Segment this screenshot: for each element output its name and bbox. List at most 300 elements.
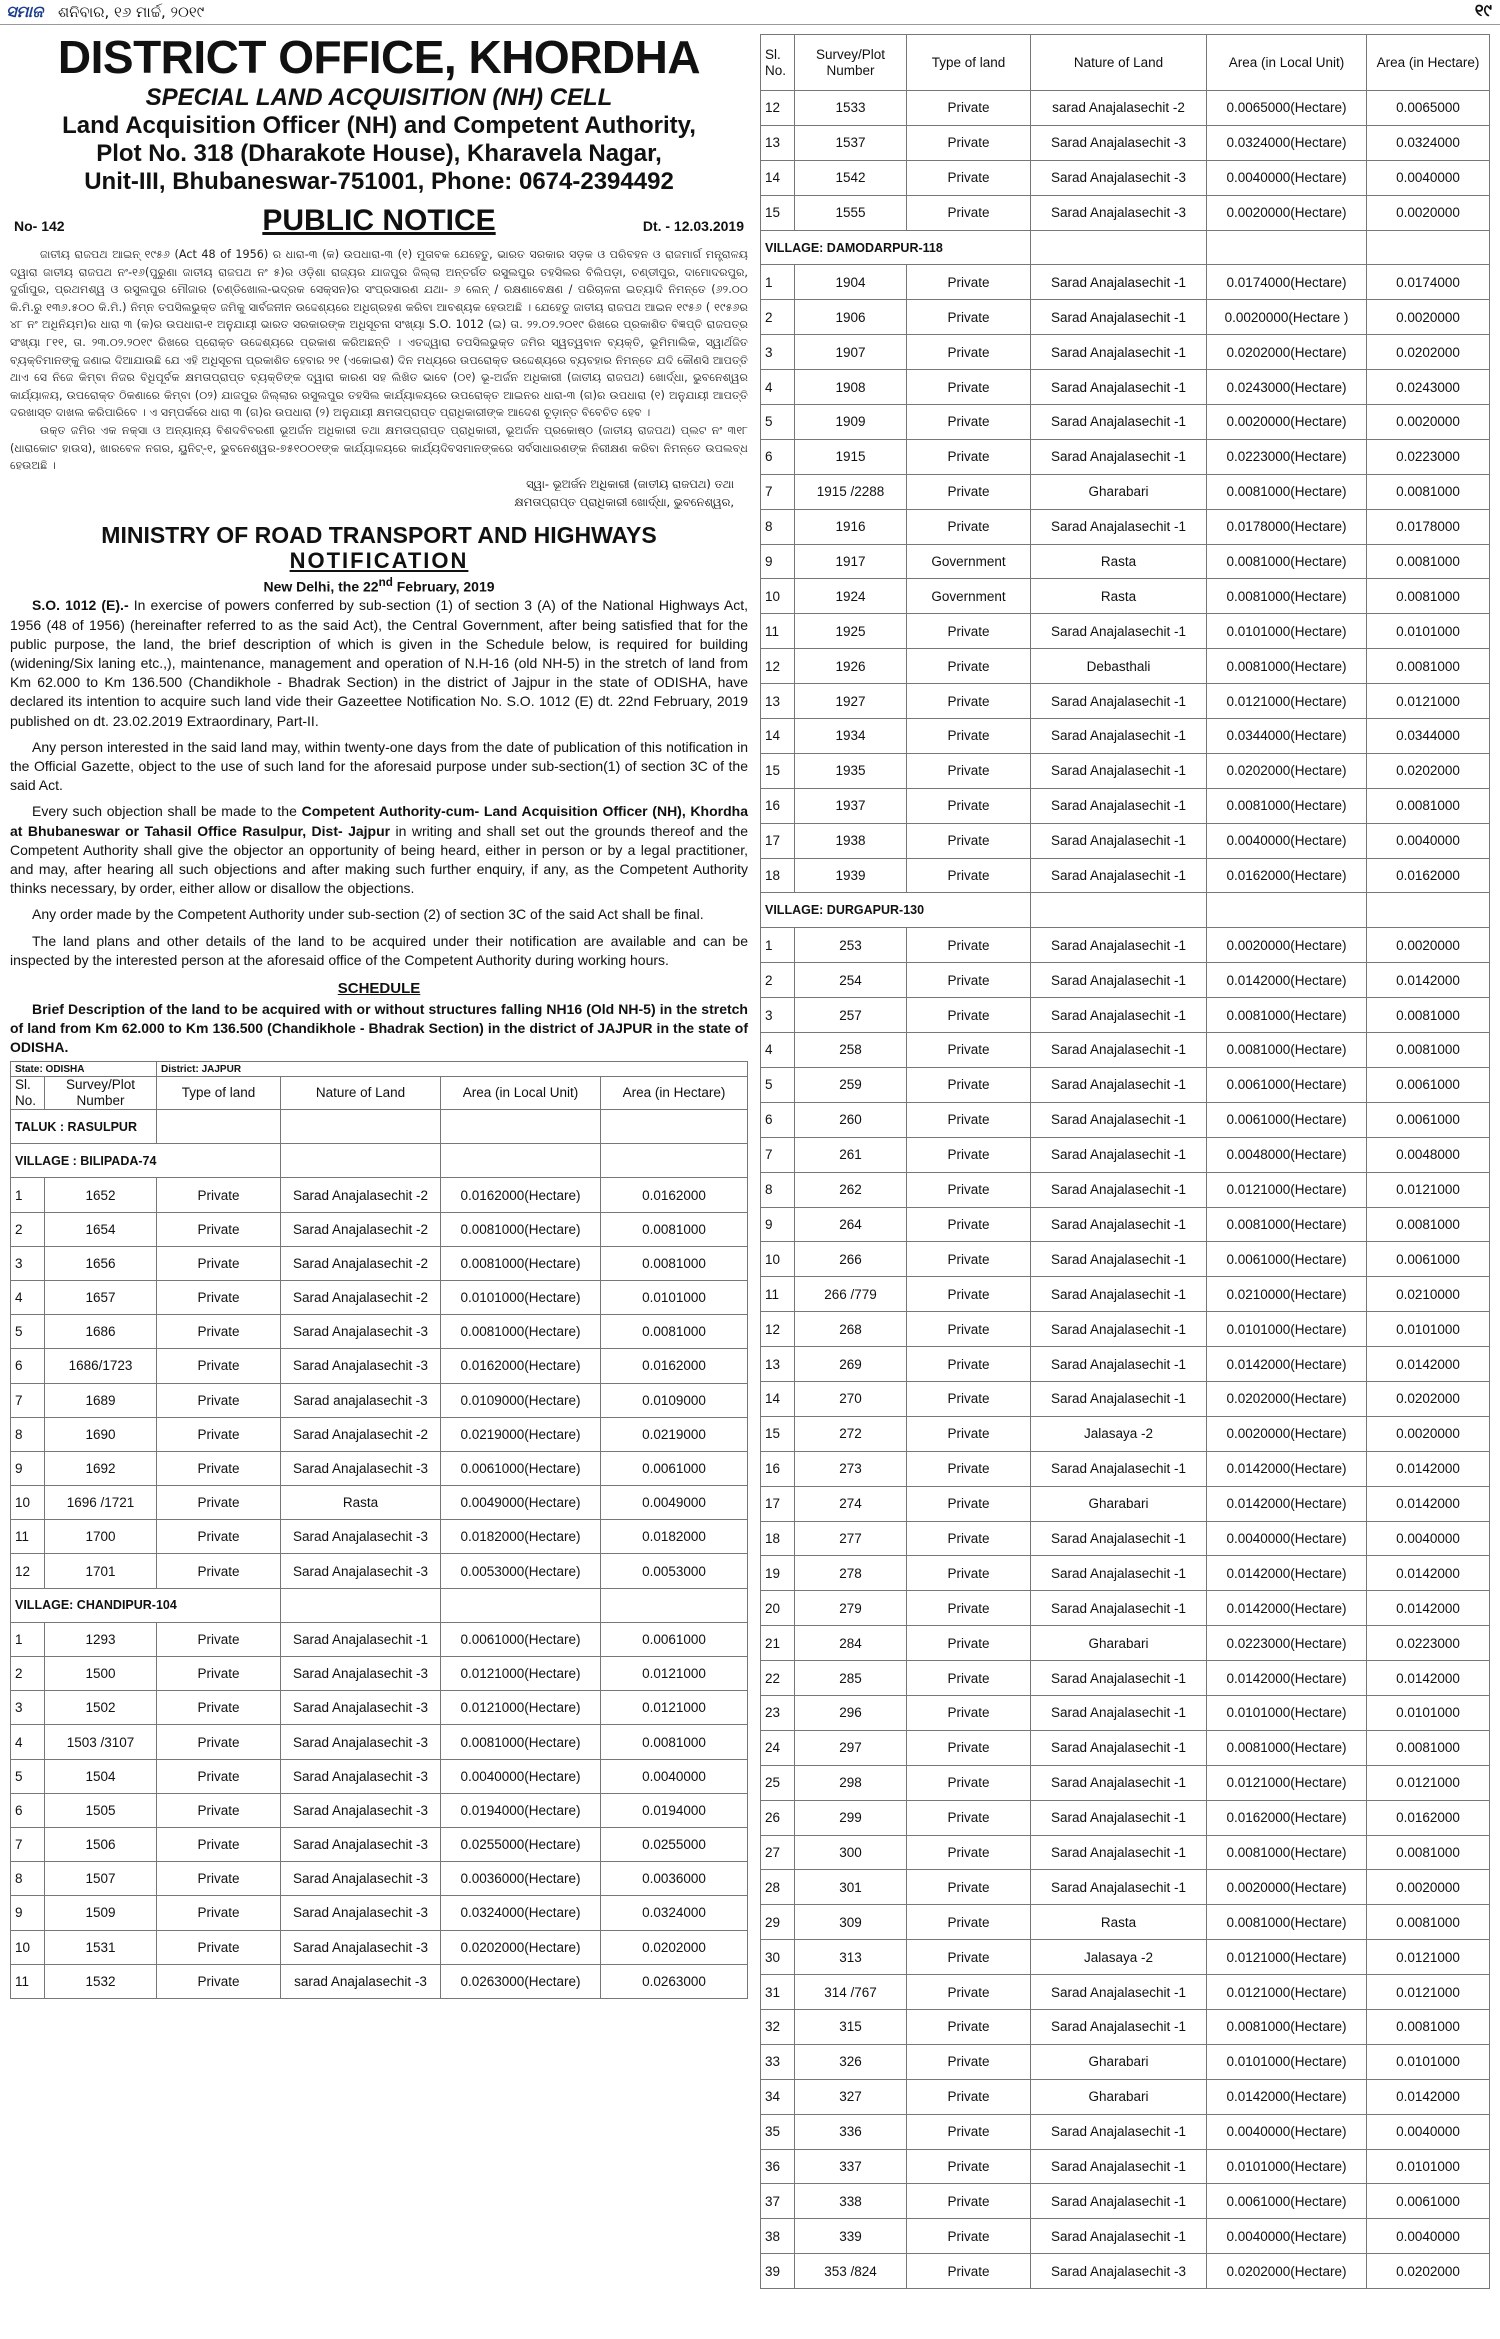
sl-cell: 1 (11, 1622, 45, 1656)
type-cell: Private (907, 265, 1031, 300)
address-line-1: Land Acquisition Officer (NH) and Competent Authority, (62, 112, 696, 139)
sl-cell: 30 (761, 1940, 795, 1975)
sl-cell: 12 (761, 649, 795, 684)
plot-cell: 1502 (45, 1691, 157, 1725)
nature-cell: Sarad Anajalasechit -1 (1031, 2009, 1207, 2044)
sl-cell: 29 (761, 1905, 795, 1940)
right-column (760, 34, 1490, 2289)
table-row (761, 2219, 1490, 2254)
table-row (761, 719, 1490, 754)
plot-cell: 337 (795, 2149, 907, 2184)
nature-cell: Sarad Anajalasechit -2 (281, 1178, 441, 1212)
area-local-cell: 0.0020000(Hectare) (1207, 195, 1367, 230)
plot-cell: 253 (795, 928, 907, 963)
empty-cell (281, 1144, 441, 1178)
table-row (761, 1451, 1490, 1486)
table-row (761, 963, 1490, 998)
table-row (761, 2254, 1490, 2289)
sl-cell: 9 (11, 1896, 45, 1930)
table-row (761, 1486, 1490, 1521)
sl-cell: 2 (11, 1212, 45, 1246)
plot-cell: 326 (795, 2044, 907, 2079)
plot-cell: 273 (795, 1451, 907, 1486)
village-name: VILLAGE: DAMODARPUR-118 (761, 230, 1031, 265)
plot-cell: 1935 (795, 753, 907, 788)
type-cell: Private (907, 2044, 1031, 2079)
nature-cell: Sarad Anajalasechit -1 (1031, 1312, 1207, 1347)
nature-cell: sarad Anajalasechit -2 (1031, 91, 1207, 126)
type-cell: Private (907, 1975, 1031, 2010)
page-header-strip (0, 0, 1500, 25)
area-ha-cell: 0.0142000 (1367, 1451, 1490, 1486)
nature-cell: Sarad Anajalasechit -1 (1031, 1556, 1207, 1591)
col-area-local: Area (in Local Unit) (441, 1077, 601, 1110)
col-area-ha: Area (in Hectare) (1367, 35, 1490, 91)
area-ha-cell: 0.0061000 (1367, 2184, 1490, 2219)
plot-cell: 1701 (45, 1554, 157, 1588)
nature-cell: Sarad Anajalasechit -3 (1031, 195, 1207, 230)
empty-cell (1367, 893, 1490, 928)
area-local-cell: 0.0109000(Hectare) (441, 1383, 601, 1417)
so-number: S.O. 1012 (E).- (32, 597, 129, 614)
nature-cell: Sarad Anajalasechit -1 (1031, 1975, 1207, 2010)
area-local-cell: 0.0324000(Hectare) (441, 1896, 601, 1930)
table-header-row (761, 35, 1490, 91)
type-cell: Private (907, 1312, 1031, 1347)
plot-cell: 258 (795, 1033, 907, 1068)
type-cell: Private (907, 2114, 1031, 2149)
nature-cell: Sarad Anajalasechit -1 (1031, 2219, 1207, 2254)
sl-cell: 38 (761, 2219, 795, 2254)
area-ha-cell: 0.0081000 (1367, 1905, 1490, 1940)
nature-cell: Sarad Anajalasechit -2 (281, 1417, 441, 1451)
area-local-cell: 0.0162000(Hectare) (1207, 858, 1367, 893)
sl-cell: 17 (761, 1486, 795, 1521)
plot-cell: 1907 (795, 335, 907, 370)
nature-cell: Sarad Anajalasechit -3 (281, 1793, 441, 1827)
table-row (761, 1067, 1490, 1102)
area-local-cell: 0.0036000(Hectare) (441, 1862, 601, 1896)
area-local-cell: 0.0121000(Hectare) (1207, 1975, 1367, 2010)
nature-cell: Sarad Anajalasechit -1 (1031, 858, 1207, 893)
table-row (11, 1280, 748, 1314)
sl-cell: 26 (761, 1800, 795, 1835)
plot-cell: 1686 (45, 1315, 157, 1349)
area-local-cell: 0.0081000(Hectare) (1207, 1033, 1367, 1068)
plot-cell: 300 (795, 1835, 907, 1870)
table-row (11, 1451, 748, 1485)
type-cell: Private (907, 1172, 1031, 1207)
type-cell: Private (907, 2219, 1031, 2254)
paragraph-1 (10, 596, 748, 730)
sl-cell: 27 (761, 1835, 795, 1870)
table-row (761, 1940, 1490, 1975)
plot-cell: 1926 (795, 649, 907, 684)
sl-cell: 19 (761, 1556, 795, 1591)
nature-cell: Gharabari (1031, 1486, 1207, 1521)
sl-cell: 14 (761, 160, 795, 195)
area-ha-cell: 0.0020000 (1367, 195, 1490, 230)
area-ha-cell: 0.0142000 (1367, 963, 1490, 998)
type-cell: Private (907, 1835, 1031, 1870)
col-type: Type of land (907, 35, 1031, 91)
paragraph-2: Any person interested in the said land may, within twenty-one days from the date of publication of this notification in the Official Gazette, object to the use of such land for the aforesaid purpose under sub-section(1) of section 3C of the said Act. (10, 738, 748, 794)
sl-cell: 31 (761, 1975, 795, 2010)
area-local-cell: 0.0081000(Hectare) (1207, 1835, 1367, 1870)
table-row (761, 1556, 1490, 1591)
nature-cell: Sarad Anajalasechit -3 (1031, 160, 1207, 195)
table-row (761, 684, 1490, 719)
type-cell: Private (907, 858, 1031, 893)
area-local-cell: 0.0040000(Hectare) (1207, 2114, 1367, 2149)
sl-cell: 5 (11, 1315, 45, 1349)
sl-cell: 7 (761, 1137, 795, 1172)
area-ha-cell: 0.0081000 (1367, 2009, 1490, 2044)
nature-cell: Sarad Anajalasechit -3 (281, 1725, 441, 1759)
sl-cell: 10 (761, 579, 795, 614)
area-local-cell: 0.0049000(Hectare) (441, 1486, 601, 1520)
table-row (11, 1212, 748, 1246)
empty-cell (601, 1110, 748, 1144)
type-cell: Private (907, 998, 1031, 1033)
type-cell: Private (907, 370, 1031, 405)
nature-cell: Sarad Anajalasechit -1 (1031, 1067, 1207, 1102)
left-column (10, 30, 748, 1999)
table-row (761, 2044, 1490, 2079)
address-line-2: Plot No. 318 (Dharakote House), Kharavela Nagar, (96, 140, 662, 167)
area-ha-cell: 0.0255000 (601, 1827, 748, 1861)
type-cell: Private (907, 1695, 1031, 1730)
nature-cell: Sarad Anajalasechit -1 (281, 1622, 441, 1656)
nature-cell: Sarad Anajalasechit -3 (1031, 125, 1207, 160)
odia-paragraph-2: ଉକ୍ତ ଜମିର ଏକ ନକ୍ସା ଓ ଅନ୍ୟାନ୍ୟ ବିଶଦବିବରଣୀ ଭୂଅର୍ଜନ ଅଧିକାରୀ ତଥା କ୍ଷମତାପ୍ରାପ୍ତ ପ୍ରାଧିକାରୀ, ଭୂଅର୍ଜନ ପ୍ରକୋଷ୍ଠ (ଜାତୀୟ ରାଜପଥ) ପ୍ଲଟ ନଂ ୩୧୮ (ଧାରାକୋଟ ହାଉସ), ଖାରବେଳ ନଗର, ୟୁନିଟ୍-୧, ଭୁବନେଶ୍ୱର-୭୫୧୦୦୧ଙ୍କ କାର୍ଯ୍ୟାଳୟରେ କାର୍ଯ୍ୟଦିବସମାନଙ୍କରେ ସର୍ବସାଧାରଣଙ୍କ ନିରୀକ୍ଷଣ କରିବା ନିମନ୍ତେ ଉପଲବ୍ଧ ହେଉଅଛି । (10, 423, 748, 473)
sl-cell: 23 (761, 1695, 795, 1730)
nature-cell: Sarad Anajalasechit -1 (1031, 1451, 1207, 1486)
plot-cell: 1504 (45, 1759, 157, 1793)
area-ha-cell: 0.0202000 (1367, 1381, 1490, 1416)
area-ha-cell: 0.0109000 (601, 1383, 748, 1417)
area-local-cell: 0.0223000(Hectare) (1207, 439, 1367, 474)
district-cell: District: JAJPUR (157, 1062, 748, 1077)
nature-cell: Sarad Anajalasechit -3 (281, 1451, 441, 1485)
table-row (11, 1520, 748, 1554)
plot-cell: 268 (795, 1312, 907, 1347)
area-local-cell: 0.0081000(Hectare) (1207, 2009, 1367, 2044)
table-row (11, 1964, 748, 1998)
area-ha-cell: 0.0162000 (1367, 858, 1490, 893)
plot-cell: 274 (795, 1486, 907, 1521)
plot-cell: 1696 /1721 (45, 1486, 157, 1520)
sl-cell: 9 (11, 1451, 45, 1485)
plot-cell: 1906 (795, 300, 907, 335)
nature-cell: Debasthali (1031, 649, 1207, 684)
nature-cell: Sarad Anajalasechit -1 (1031, 1521, 1207, 1556)
area-local-cell: 0.0142000(Hectare) (1207, 1591, 1367, 1626)
nature-cell: Sarad Anajalasechit -1 (1031, 1661, 1207, 1696)
table-row (761, 509, 1490, 544)
sl-cell: 8 (11, 1417, 45, 1451)
area-ha-cell: 0.0202000 (1367, 335, 1490, 370)
plot-cell: 1915 (795, 439, 907, 474)
nature-cell: Jalasaya -2 (1031, 1416, 1207, 1451)
notification-heading: NOTIFICATION (289, 547, 469, 573)
area-ha-cell: 0.0081000 (601, 1212, 748, 1246)
sl-cell: 9 (761, 1207, 795, 1242)
date-superscript: nd (378, 575, 393, 589)
type-cell: Private (157, 1315, 281, 1349)
sl-cell: 15 (761, 195, 795, 230)
table-row (761, 1730, 1490, 1765)
area-ha-cell: 0.0202000 (1367, 753, 1490, 788)
area-local-cell: 0.0101000(Hectare) (1207, 2044, 1367, 2079)
sl-cell: 5 (761, 405, 795, 440)
nature-cell: Sarad Anajalasechit -1 (1031, 1102, 1207, 1137)
nature-cell: Sarad Anajalasechit -1 (1031, 300, 1207, 335)
sl-cell: 8 (761, 1172, 795, 1207)
type-cell: Private (907, 2149, 1031, 2184)
plot-cell: 1293 (45, 1622, 157, 1656)
area-ha-cell: 0.0101000 (1367, 614, 1490, 649)
area-ha-cell: 0.0121000 (1367, 1975, 1490, 2010)
table-row (761, 1835, 1490, 1870)
table-row (11, 1417, 748, 1451)
area-ha-cell: 0.0121000 (1367, 1940, 1490, 1975)
area-ha-cell: 0.0081000 (1367, 649, 1490, 684)
area-local-cell: 0.0324000(Hectare) (1207, 125, 1367, 160)
type-cell: Private (907, 614, 1031, 649)
plot-cell: 1938 (795, 823, 907, 858)
area-local-cell: 0.0061000(Hectare) (1207, 1242, 1367, 1277)
area-local-cell: 0.0061000(Hectare) (441, 1451, 601, 1485)
type-cell: Private (907, 91, 1031, 126)
sl-cell: 32 (761, 2009, 795, 2044)
area-ha-cell: 0.0142000 (1367, 1486, 1490, 1521)
village-name: VILLAGE: DURGAPUR-130 (761, 893, 1031, 928)
area-ha-cell: 0.0202000 (1367, 2254, 1490, 2289)
area-ha-cell: 0.0020000 (1367, 1416, 1490, 1451)
type-cell: Private (907, 928, 1031, 963)
table-row (11, 1349, 748, 1383)
nature-cell: Sarad Anajalasechit -1 (1031, 439, 1207, 474)
type-cell: Private (907, 125, 1031, 160)
table-row (761, 2149, 1490, 2184)
plot-cell: 1505 (45, 1793, 157, 1827)
nature-cell: Sarad Anajalasechit -1 (1031, 963, 1207, 998)
type-cell: Private (907, 1521, 1031, 1556)
table-row (11, 1657, 748, 1691)
sl-cell: 6 (11, 1349, 45, 1383)
area-ha-cell: 0.0040000 (1367, 2114, 1490, 2149)
plot-cell: 1509 (45, 1896, 157, 1930)
sl-cell: 33 (761, 2044, 795, 2079)
nature-cell: Sarad Anajalasechit -3 (281, 1349, 441, 1383)
type-cell: Private (907, 823, 1031, 858)
col-area-local: Area (in Local Unit) (1207, 35, 1367, 91)
village-name: VILLAGE: CHANDIPUR-104 (11, 1588, 281, 1622)
table-row (761, 1033, 1490, 1068)
area-local-cell: 0.0142000(Hectare) (1207, 2079, 1367, 2114)
plot-cell: 279 (795, 1591, 907, 1626)
sl-cell: 37 (761, 2184, 795, 2219)
plot-cell: 1500 (45, 1657, 157, 1691)
table-row (761, 2184, 1490, 2219)
area-local-cell: 0.0061000(Hectare) (1207, 1102, 1367, 1137)
type-cell: Private (907, 963, 1031, 998)
sl-cell: 36 (761, 2149, 795, 2184)
col-type: Type of land (157, 1077, 281, 1110)
col-plot: Survey/Plot Number (795, 35, 907, 91)
area-local-cell: 0.0142000(Hectare) (1207, 1451, 1367, 1486)
type-cell: Private (907, 2079, 1031, 2114)
type-cell: Private (907, 1940, 1031, 1975)
area-local-cell: 0.0081000(Hectare) (441, 1725, 601, 1759)
area-local-cell: 0.0121000(Hectare) (1207, 684, 1367, 719)
plot-cell: 262 (795, 1172, 907, 1207)
nature-cell: Sarad Anajalasechit -1 (1031, 1207, 1207, 1242)
type-cell: Private (157, 1246, 281, 1280)
area-ha-cell: 0.0142000 (1367, 1661, 1490, 1696)
area-local-cell: 0.0020000(Hectare) (1207, 1870, 1367, 1905)
area-local-cell: 0.0081000(Hectare) (441, 1246, 601, 1280)
plot-cell: 1917 (795, 544, 907, 579)
type-cell: Private (907, 1033, 1031, 1068)
sl-cell: 5 (11, 1759, 45, 1793)
sl-cell: 18 (761, 1521, 795, 1556)
sl-cell: 13 (761, 684, 795, 719)
sl-cell: 15 (761, 753, 795, 788)
date-suffix: February, 2019 (392, 578, 495, 595)
nature-cell: Rasta (1031, 579, 1207, 614)
table-row (761, 1277, 1490, 1312)
sl-cell: 3 (761, 335, 795, 370)
type-cell: Private (907, 195, 1031, 230)
sl-cell: 34 (761, 2079, 795, 2114)
plot-cell: 1700 (45, 1520, 157, 1554)
type-cell: Private (907, 1765, 1031, 1800)
paragraph-3-post: in writing and shall set out the grounds thereof and the Competent Authority shall give the objector an opportunity of being heard, either in person or by a legal practitioner, and may, after hearing all such objections and after making such further enquiry, if any, as the Competent Authority thinks necessary, by order, either allow or disallow the objections. (10, 822, 748, 897)
village-row (761, 230, 1490, 265)
sl-cell: 15 (761, 1416, 795, 1451)
nature-cell: Sarad Anajalasechit -2 (281, 1212, 441, 1246)
nature-cell: Sarad Anajalasechit -2 (281, 1280, 441, 1314)
nature-cell: Sarad Anajalasechit -1 (1031, 405, 1207, 440)
empty-cell (441, 1588, 601, 1622)
area-ha-cell: 0.0065000 (1367, 91, 1490, 126)
plot-cell: 1908 (795, 370, 907, 405)
area-local-cell: 0.0020000(Hectare) (1207, 405, 1367, 440)
col-area-ha: Area (in Hectare) (601, 1077, 748, 1110)
sl-cell: 1 (11, 1178, 45, 1212)
table-row (761, 1695, 1490, 1730)
sl-cell: 17 (761, 823, 795, 858)
area-ha-cell: 0.0182000 (601, 1520, 748, 1554)
plot-cell: 1657 (45, 1280, 157, 1314)
type-cell: Private (907, 1102, 1031, 1137)
area-local-cell: 0.0202000(Hectare) (1207, 753, 1367, 788)
nature-cell: Gharabari (1031, 1626, 1207, 1661)
sl-cell: 2 (11, 1657, 45, 1691)
table-row (761, 2009, 1490, 2044)
type-cell: Private (907, 439, 1031, 474)
nature-cell: Sarad Anajalasechit -3 (281, 1657, 441, 1691)
area-ha-cell: 0.0178000 (1367, 509, 1490, 544)
type-cell: Private (907, 1591, 1031, 1626)
area-local-cell: 0.0101000(Hectare) (1207, 1695, 1367, 1730)
area-local-cell: 0.0121000(Hectare) (1207, 1940, 1367, 1975)
nature-cell: Rasta (1031, 1905, 1207, 1940)
sl-cell: 7 (11, 1827, 45, 1861)
sl-cell: 11 (761, 1277, 795, 1312)
empty-cell (1207, 893, 1367, 928)
plot-cell: 1934 (795, 719, 907, 754)
empty-cell (281, 1588, 441, 1622)
plot-cell: 315 (795, 2009, 907, 2044)
nature-cell: Sarad Anajalasechit -1 (1031, 1870, 1207, 1905)
type-cell: Private (907, 788, 1031, 823)
nature-cell: Sarad Anajalasechit -3 (281, 1862, 441, 1896)
area-ha-cell: 0.0061000 (1367, 1067, 1490, 1102)
area-local-cell: 0.0061000(Hectare) (1207, 2184, 1367, 2219)
schedule-brief: Brief Description of the land to be acquired with or without structures falling NH16 (Old NH-5) in the stretch of land from Km 62.000 to Km 136.500 (Chandikhole - Bhadrak Section) in the district of JAJPUR in the state of ODISHA. (10, 1001, 748, 1056)
type-cell: Private (157, 1759, 281, 1793)
type-cell: Private (157, 1280, 281, 1314)
sl-cell: 7 (11, 1383, 45, 1417)
area-local-cell: 0.0040000(Hectare) (441, 1759, 601, 1793)
table-row (11, 1246, 748, 1280)
left-table-body (11, 1144, 748, 1999)
type-cell: Private (907, 1207, 1031, 1242)
area-local-cell: 0.0223000(Hectare) (1207, 1626, 1367, 1661)
nature-cell: Sarad Anajalasechit -1 (1031, 2114, 1207, 2149)
table-row (761, 1870, 1490, 1905)
area-ha-cell: 0.0081000 (1367, 1033, 1490, 1068)
nature-cell: Sarad Anajalasechit -1 (1031, 509, 1207, 544)
plot-cell: 1939 (795, 858, 907, 893)
area-ha-cell: 0.0081000 (1367, 788, 1490, 823)
table-row (761, 335, 1490, 370)
plot-cell: 278 (795, 1556, 907, 1591)
sl-cell: 39 (761, 2254, 795, 2289)
nature-cell: Sarad Anajalasechit -2 (281, 1246, 441, 1280)
type-cell: Private (157, 1486, 281, 1520)
area-local-cell: 0.0101000(Hectare) (1207, 1312, 1367, 1347)
type-cell: Private (907, 1277, 1031, 1312)
type-cell: Private (157, 1212, 281, 1246)
plot-cell: 1909 (795, 405, 907, 440)
sl-cell: 4 (11, 1280, 45, 1314)
type-cell: Private (907, 2254, 1031, 2289)
area-local-cell: 0.0202000(Hectare) (1207, 335, 1367, 370)
area-local-cell: 0.0081000(Hectare) (1207, 579, 1367, 614)
plot-cell: 1916 (795, 509, 907, 544)
table-row (761, 858, 1490, 893)
nature-cell: Sarad Anajalasechit -1 (1031, 1695, 1207, 1730)
issue-date: ଶନିବାର, ୧୬ ମାର୍ଚ୍ଚ, ୨୦୧୯ (58, 3, 205, 21)
area-ha-cell: 0.0121000 (1367, 1172, 1490, 1207)
nature-cell: sarad Anajalasechit -3 (281, 1964, 441, 1998)
plot-cell: 1915 /2288 (795, 474, 907, 509)
type-cell: Private (157, 1930, 281, 1964)
table-row (761, 125, 1490, 160)
type-cell: Private (157, 1657, 281, 1691)
table-row (761, 928, 1490, 963)
type-cell: Private (907, 335, 1031, 370)
nature-cell: Sarad Anajalasechit -3 (281, 1759, 441, 1793)
type-cell: Private (907, 1242, 1031, 1277)
area-ha-cell: 0.0121000 (601, 1691, 748, 1725)
type-cell: Private (907, 1381, 1031, 1416)
area-ha-cell: 0.0081000 (1367, 998, 1490, 1033)
